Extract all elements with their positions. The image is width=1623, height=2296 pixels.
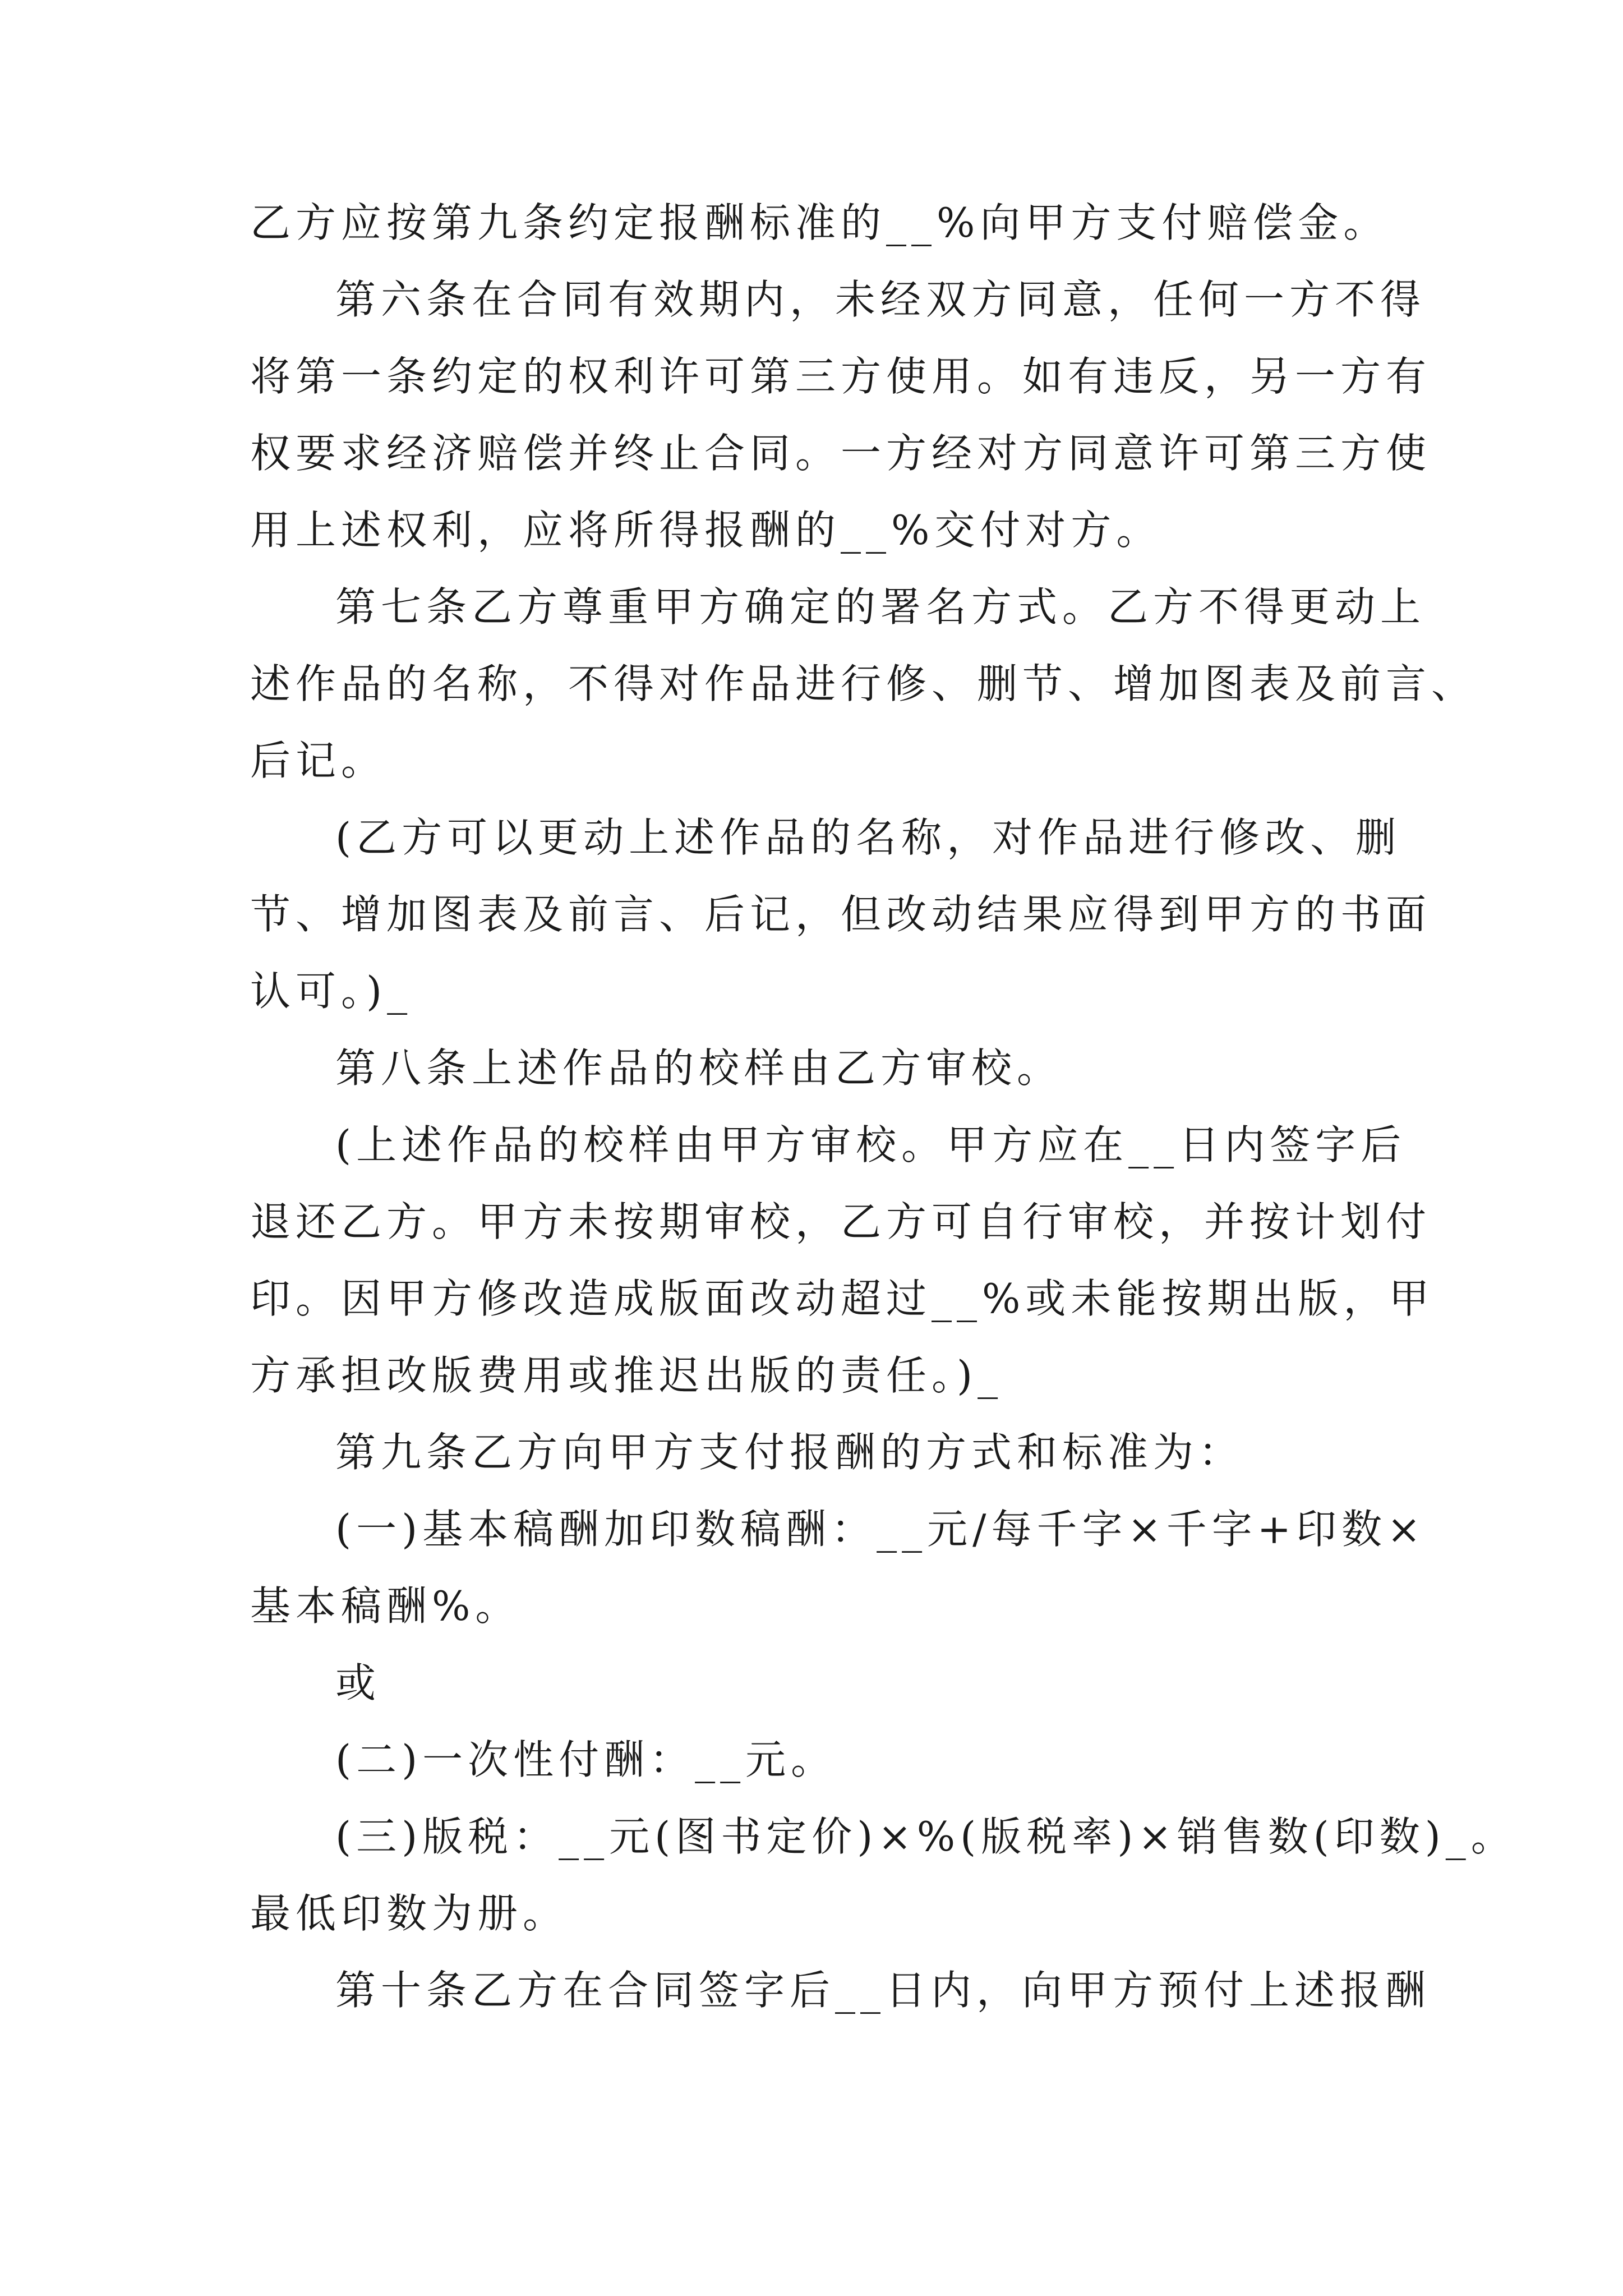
text-line: 认可。)_ xyxy=(250,968,413,1015)
text-line: (三)版税：__元(图书定价)×%(版税率)×销售数(印数)_。 xyxy=(335,1813,1516,1860)
text-line: 后记。 xyxy=(250,737,387,784)
text-line: (一)基本稿酬加印数稿酬：__元/每千字×千字+印数× xyxy=(335,1506,1426,1553)
text-line: 第六条在合同有效期内，未经双方同意，任何一方不得 xyxy=(335,276,1426,323)
text-line: 第七条乙方尊重甲方确定的署名方式。乙方不得更动上 xyxy=(335,583,1426,631)
text-line: 印。因甲方修改造成版面改动超过__%或未能按期出版，甲 xyxy=(250,1275,1435,1322)
text-line: 乙方应按第九条约定报酬标准的__%向甲方支付赔偿金。 xyxy=(250,199,1389,246)
text-line: 第八条上述作品的校样由乙方审校。 xyxy=(335,1045,1063,1092)
text-line: (二)一次性付酬：__元。 xyxy=(335,1736,837,1783)
text-line: 用上述权利，应将所得报酬的__%交付对方。 xyxy=(250,507,1162,554)
text-line: 基本稿酬%。 xyxy=(250,1582,521,1630)
text-line: 述作品的名称，不得对作品进行修、删节、增加图表及前言、 xyxy=(250,660,1477,707)
text-line: 第九条乙方向甲方支付报酬的方式和标准为： xyxy=(335,1429,1244,1476)
text-line: (乙方可以更动上述作品的名称，对作品进行修改、删 xyxy=(335,814,1401,861)
text-line: 或 xyxy=(335,1659,381,1706)
text-line: 第十条乙方在合同签字后__日内，向甲方预付上述报酬 xyxy=(335,1967,1431,2014)
text-line: (上述作品的校样由甲方审校。甲方应在__日内签字后 xyxy=(335,1121,1407,1168)
text-line: 将第一条约定的权利许可第三方使用。如有违反，另一方有 xyxy=(250,353,1432,400)
text-line: 方承担改版费用或推迟出版的责任。)_ xyxy=(250,1352,1003,1399)
text-line: 最低印数为册。 xyxy=(250,1890,569,1937)
text-line: 退还乙方。甲方未按期审校，乙方可自行审校，并按计划付 xyxy=(250,1198,1432,1245)
text-line: 权要求经济赔偿并终止合同。一方经对方同意许可第三方使 xyxy=(250,430,1432,477)
text-line: 节、增加图表及前言、后记，但改动结果应得到甲方的书面 xyxy=(250,891,1432,938)
